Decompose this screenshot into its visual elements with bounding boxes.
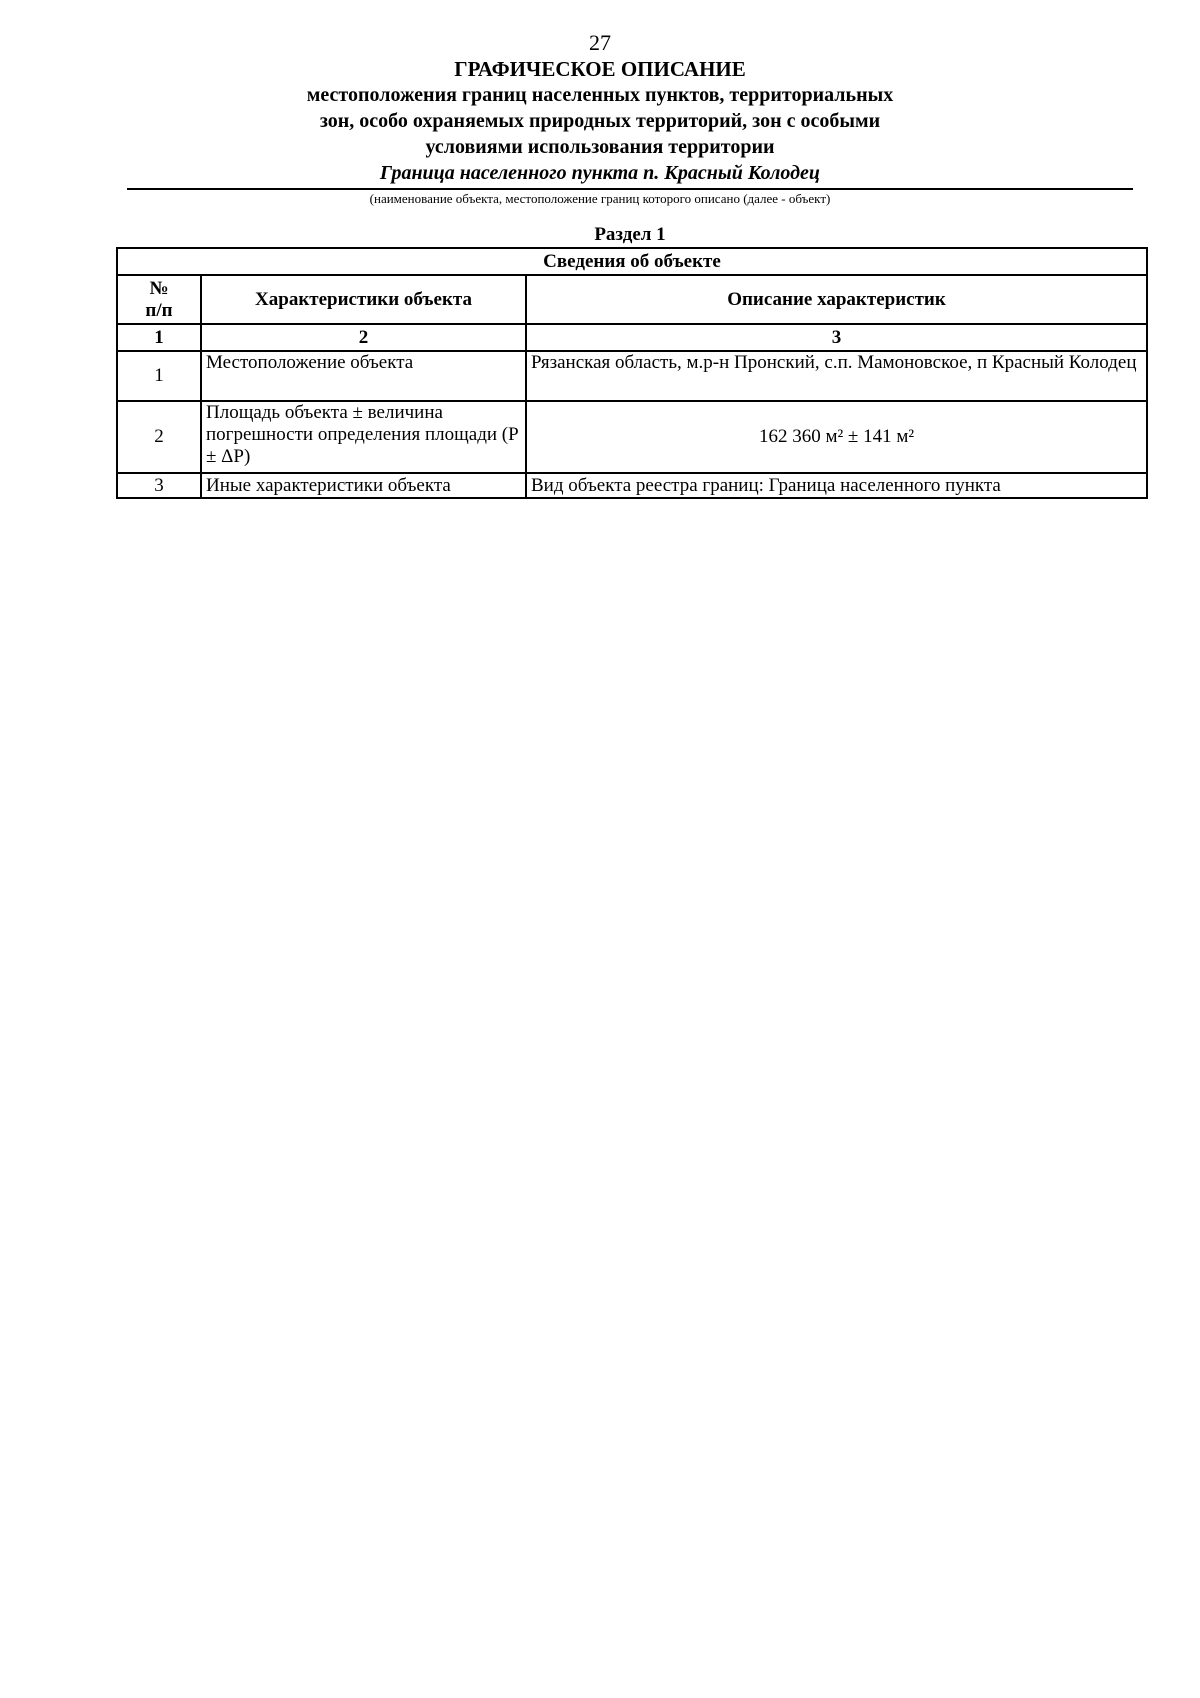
row-description: 162 360 м² ± 141 м² xyxy=(526,401,1147,473)
row-characteristic: Местоположение объекта xyxy=(201,351,526,401)
column-header-characteristic: Характеристики объекта xyxy=(201,275,526,324)
row-characteristic: Площадь объекта ± величина погрешности определения площади (P ± ΔP) xyxy=(201,401,526,473)
table-caption: Сведения об объекте xyxy=(117,248,1147,275)
table-row xyxy=(117,401,1147,473)
row-number: 2 xyxy=(117,401,201,473)
document-subtitle-line-3: условиями использования территории xyxy=(425,136,775,158)
header-divider xyxy=(127,188,1133,190)
column-number-2: 2 xyxy=(201,324,526,351)
column-number-3: 3 xyxy=(526,324,1147,351)
object-name: Граница населенного пункта п. Красный Колодец xyxy=(379,162,821,184)
table-caption-row xyxy=(117,248,1147,275)
column-number-1: 1 xyxy=(117,324,201,351)
object-name-caption: (наименование объекта, местоположение границ которого описано (далее - объект) xyxy=(369,191,831,206)
column-header-number xyxy=(117,275,201,324)
row-number: 3 xyxy=(117,473,201,498)
document-subtitle-line-1: местоположения границ населенных пунктов, территориальных xyxy=(306,84,894,106)
row-description: Рязанская область, м.р-н Пронский, с.п. Мамоновское, п Красный Колодец xyxy=(526,351,1147,401)
document-title: ГРАФИЧЕСКОЕ ОПИСАНИЕ xyxy=(454,57,746,81)
document-header xyxy=(0,56,1200,186)
row-description: Вид объекта реестра границ: Граница населенного пункта xyxy=(526,473,1147,498)
column-number-row xyxy=(117,324,1147,351)
row-characteristic: Иные характеристики объекта xyxy=(201,473,526,498)
section-title: Раздел 1 xyxy=(594,224,666,245)
page-number: 27 xyxy=(589,30,611,55)
object-info-table xyxy=(116,247,1148,499)
row-number: 1 xyxy=(117,351,201,401)
table-header-row xyxy=(117,275,1147,324)
column-header-number-label: № п/п xyxy=(145,277,173,321)
table-row xyxy=(117,351,1147,401)
column-header-description: Описание характеристик xyxy=(526,275,1147,324)
table-row xyxy=(117,473,1147,498)
document-subtitle-line-2: зон, особо охраняемых природных территорий, зон с особыми xyxy=(319,110,881,132)
